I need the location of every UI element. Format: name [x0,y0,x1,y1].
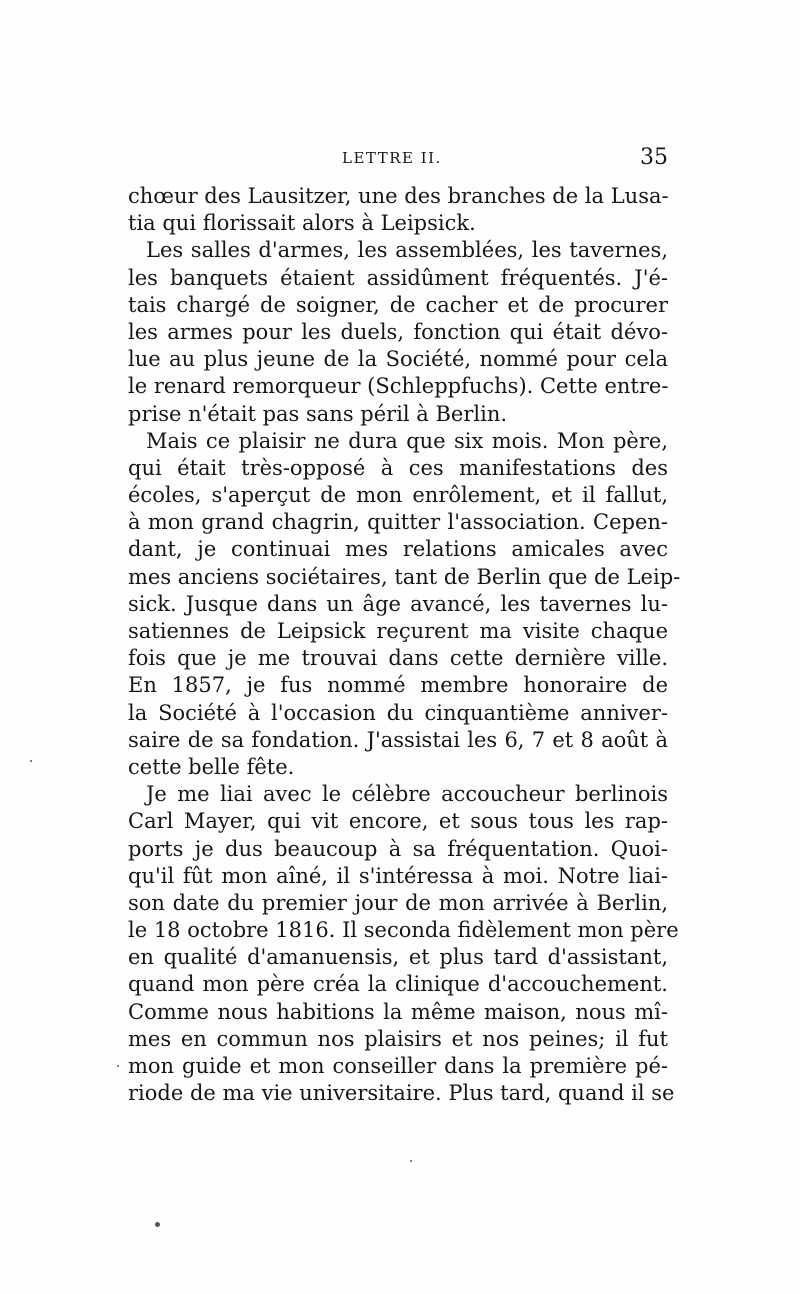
text-line: mes en commun nos plaisirs et nos peines; il fut [128,1026,668,1051]
text-line: riode de ma vie universitaire. Plus tard, quand il se [128,1081,675,1106]
text-line: prise n'était pas sans péril à Berlin. [128,401,508,426]
text-line: cette belle fête. [128,754,295,779]
text-line: sick. Jusque dans un âge avancé, les tavernes lu- [128,591,668,616]
text-line: fois que je me trouvai dans cette dernière ville. [128,646,668,671]
text-line: saire de sa fondation. J'assistai les 6, 7 et 8 août à [128,727,668,752]
text-line: le renard remorqueur (Schleppfuchs). Cette entre- [128,374,669,399]
text-line: dant, je continuai mes relations amicales avec [128,537,668,562]
text-line: qu'il fût mon aîné, il s'intéressa à moi. Notre liai- [128,863,668,888]
body-text [128,183,681,1107]
text-line: Mais ce plaisir ne dura que six mois. Mon père, [146,428,668,453]
text-line: son date du premier jour de mon arrivée à Berlin, [128,890,668,915]
text-line: tia qui florissait alors à Leipsick. [128,211,476,236]
text-line: quand mon père créa la clinique d'accouchement. [128,972,668,997]
text-line: Les salles d'armes, les assemblées, les tavernes, [146,238,668,263]
text-line: lue au plus jeune de la Société, nommé pour cela [128,347,668,372]
text-line: à mon grand chagrin, quitter l'association. Cepen- [128,510,668,535]
text-line: le 18 octobre 1816. Il seconda fidèlement mon père [128,918,679,943]
ink-speck [117,1065,119,1067]
text-line: écoles, s'aperçut de mon enrôlement, et il fallut, [128,483,668,508]
text-line: Je me liai avec le célèbre accoucheur berlinois [146,782,668,807]
text-line: satiennes de Leipsick reçurent ma visite chaque [128,619,668,643]
ink-speck [155,1222,160,1227]
text-line: Carl Mayer, qui vit encore, et sous tous les rap- [128,809,668,834]
ink-speck [410,1160,412,1162]
text-line: mon guide et mon conseiller dans la première pé- [128,1054,668,1078]
text-line: tais chargé de soigner, de cacher et de procurer [128,292,668,317]
text-line: qui était très-opposé à ces manifestations des [128,455,668,480]
text-line: ports je dus beaucoup à sa fréquentation. Quoi- [128,836,668,861]
text-line: la Société à l'occasion du cinquantième anniver- [128,700,668,725]
running-header [128,145,668,175]
text-line: en qualité d'amanuensis, et plus tard d'assistant, [128,945,668,970]
text-line: Comme nous habitions la même maison, nous mî- [128,999,668,1024]
text-line: En 1857, je fus nommé membre honoraire de [128,673,668,698]
text-line: chœur des Lausitzer, une des branches de la Lusa- [128,184,669,208]
text-line: mes anciens sociétaires, tant de Berlin que de Leip- [128,564,681,589]
text-line: les banquets étaient assidûment fréquentés. J'é- [128,265,668,290]
running-title: LETTRE II. [342,149,442,167]
ink-speck [30,760,32,762]
page-number: 35 [640,145,668,170]
text-line: les armes pour les duels, fonction qui était dévo- [128,319,668,344]
